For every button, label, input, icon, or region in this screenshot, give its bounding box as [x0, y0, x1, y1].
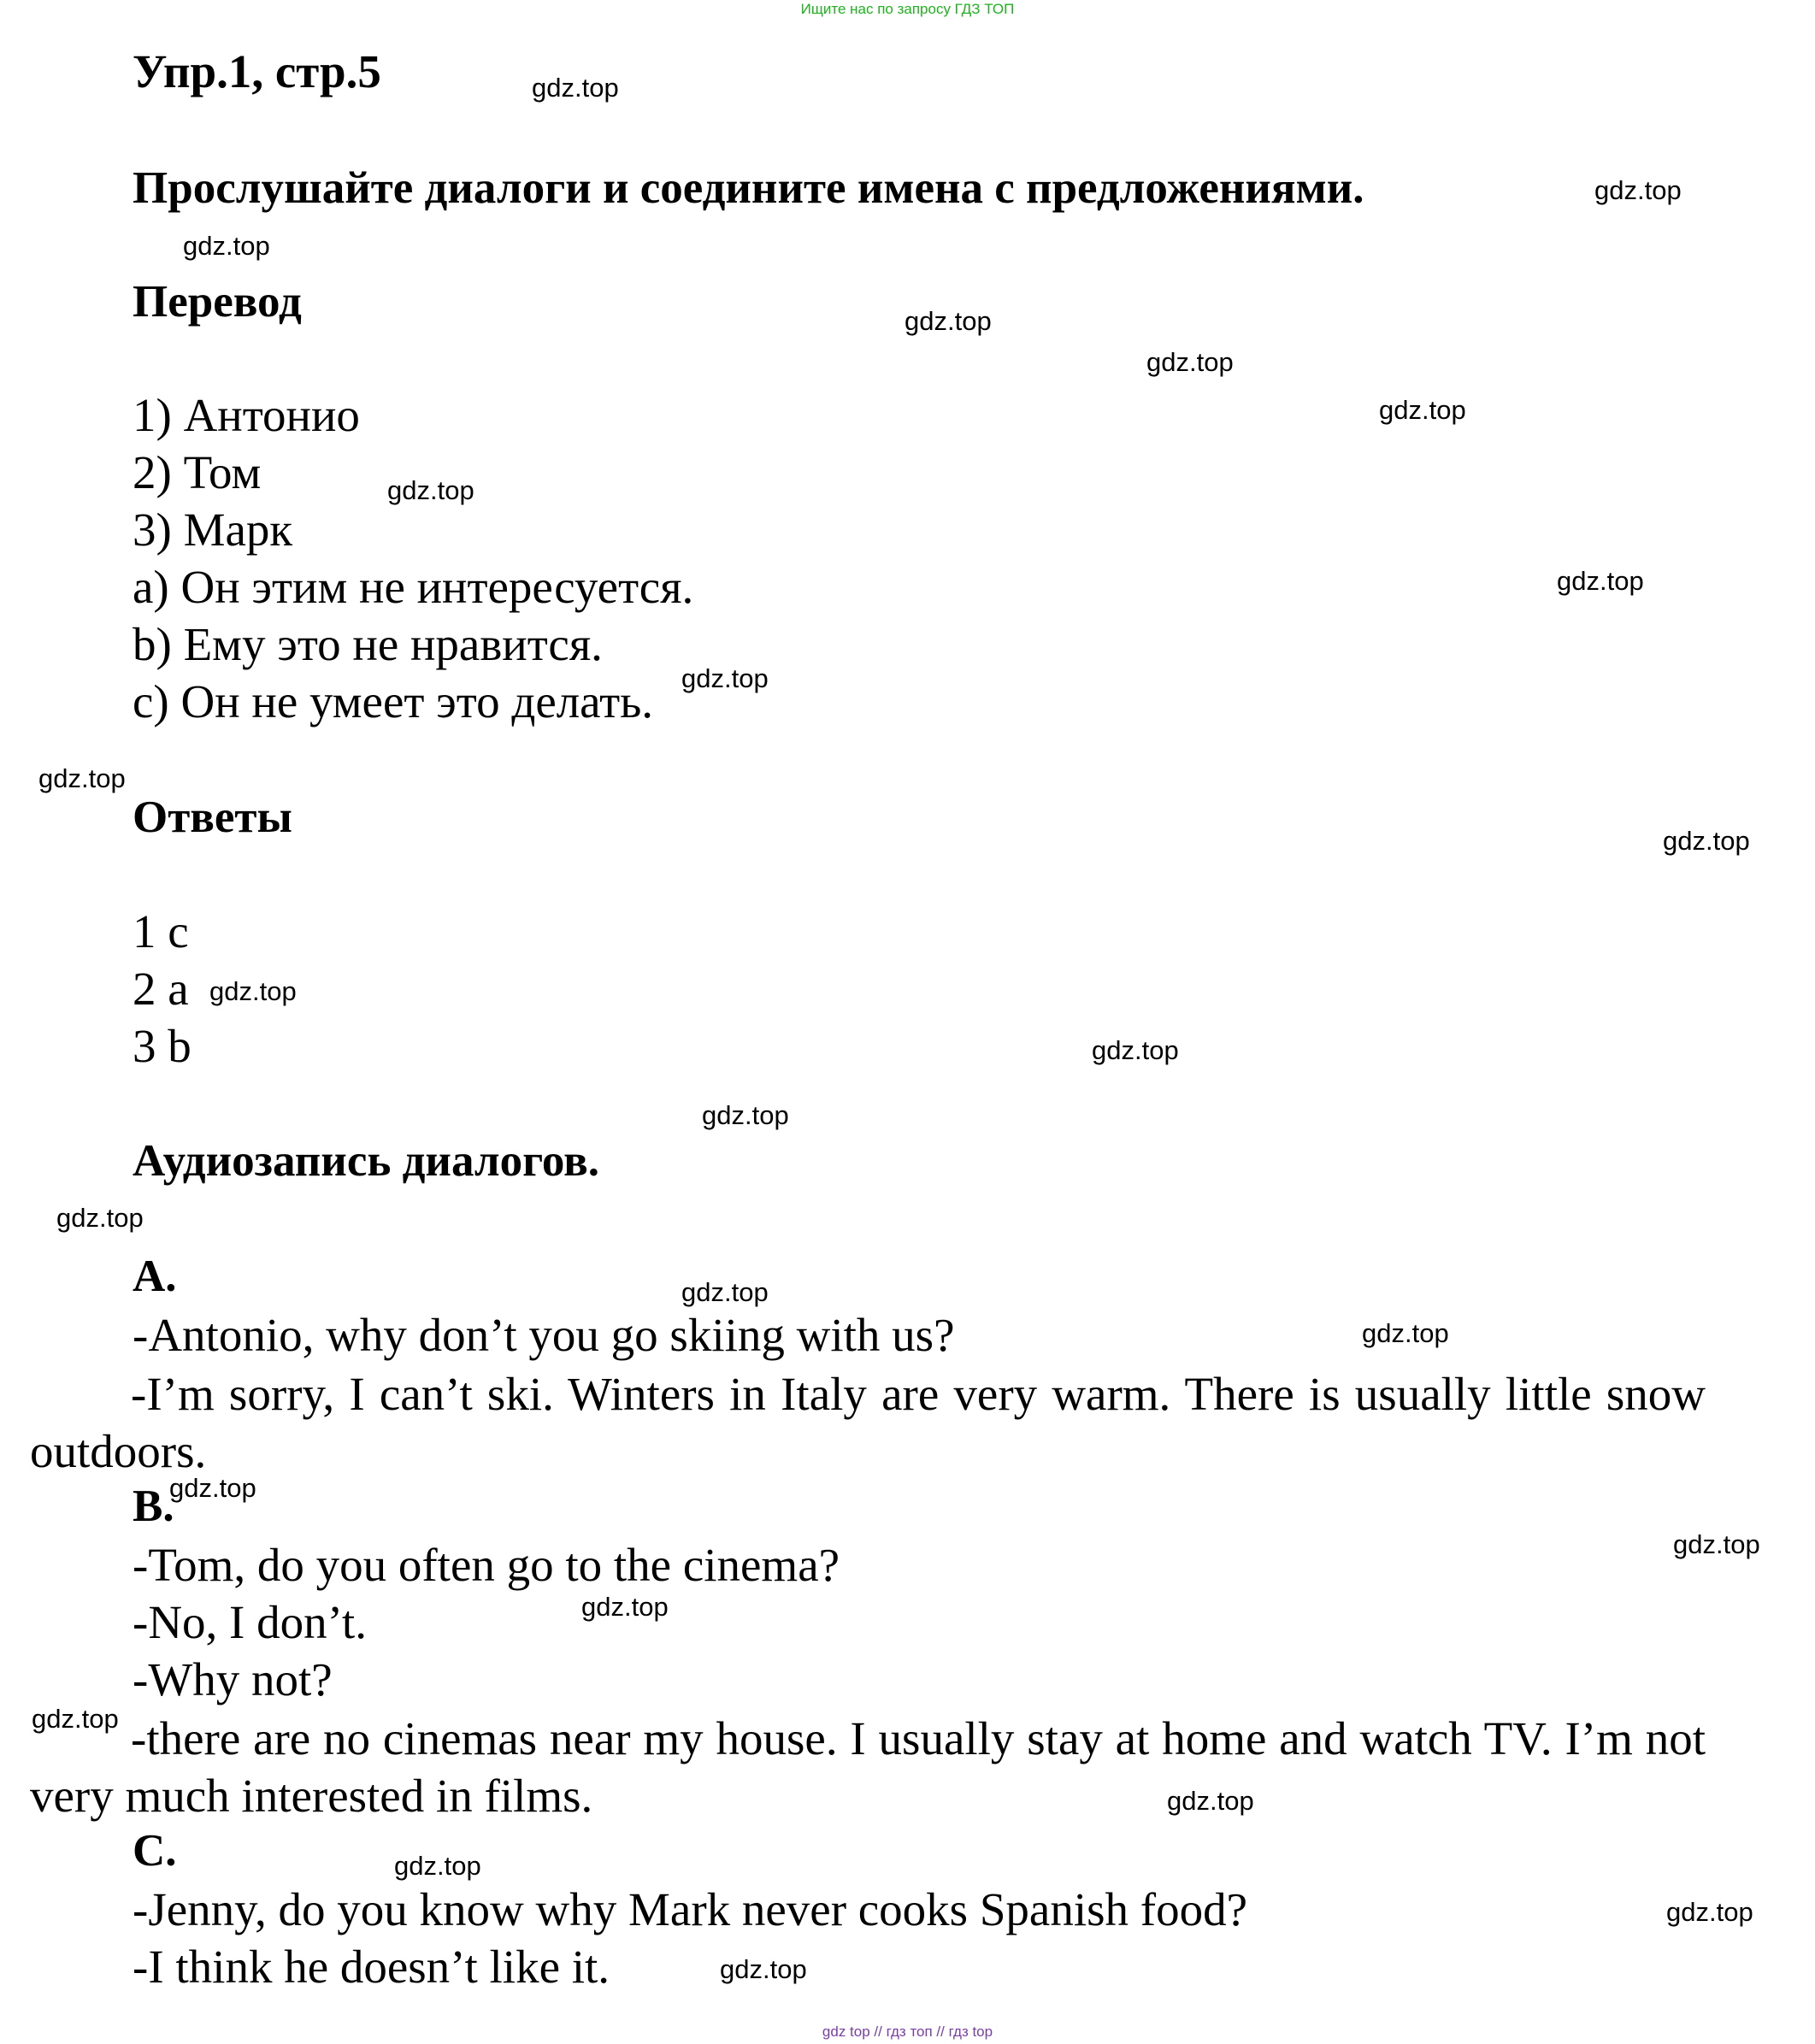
watermark: gdz.top [169, 1473, 256, 1503]
watermark: gdz.top [1379, 395, 1466, 425]
translation-item: b) Ему это не нравится. [133, 618, 603, 670]
footer-note: gdz top // гдз топ // гдз top [822, 2023, 993, 2040]
watermark: gdz.top [1557, 566, 1644, 596]
watermark: gdz.top [183, 231, 270, 261]
answers-heading: Ответы [133, 792, 292, 842]
watermark: gdz.top [32, 1704, 119, 1734]
watermark: gdz.top [1663, 826, 1750, 856]
audio-heading: Аудиозапись диалогов. [133, 1136, 599, 1186]
watermark: gdz.top [1594, 175, 1682, 205]
watermark: gdz.top [720, 1954, 807, 1984]
dialog-a-line: -I’m sorry, I can’t ski. Winters in Italy are very warm. There is usually little snow outdoors. [30, 1368, 1706, 1477]
watermark: gdz.top [681, 1277, 769, 1307]
instruction-text: Прослушайте диалоги и соедините имена с предложениями. [133, 163, 1364, 213]
watermark: gdz.top [681, 663, 769, 693]
translation-item: 3) Марк [133, 504, 293, 556]
dialog-b-line: -Why not? [133, 1653, 333, 1705]
watermark: gdz.top [1673, 1529, 1760, 1559]
watermark: gdz.top [1092, 1035, 1179, 1065]
watermark: gdz.top [1146, 347, 1234, 377]
watermark: gdz.top [905, 306, 992, 336]
watermark: gdz.top [532, 73, 619, 103]
dialog-a-line: -Antonio, why don’t you go skiing with us? [133, 1309, 955, 1361]
dialog-a-label: A. [133, 1252, 177, 1301]
translation-heading: Перевод [133, 277, 302, 327]
translation-item: a) Он этим не интересуется. [133, 561, 694, 613]
answer-item: 3 b [133, 1020, 192, 1072]
answer-item: 2 a [133, 963, 189, 1015]
dialog-c-line: -Jenny, do you know why Mark never cooks Spanish food? [133, 1883, 1247, 1935]
search-hint: Ищите нас по запросу ГДЗ ТОП [800, 1, 1015, 17]
watermark: gdz.top [1362, 1318, 1449, 1348]
translation-item: 2) Том [133, 446, 262, 498]
dialog-b-line: -Tom, do you often go to the cinema? [133, 1539, 840, 1591]
watermark: gdz.top [38, 763, 126, 793]
watermark: gdz.top [702, 1100, 789, 1130]
watermark: gdz.top [209, 976, 297, 1006]
dialog-b-line: -there are no cinemas near my house. I usually stay at home and watch TV. I’m not very much interested in films. [30, 1712, 1706, 1822]
watermark: gdz.top [1167, 1786, 1254, 1816]
translation-item: c) Он не умеет это делать. [133, 675, 654, 727]
translation-item: 1) Антонио [133, 389, 360, 441]
watermark: gdz.top [56, 1203, 144, 1233]
dialog-b-label: B. [133, 1481, 174, 1531]
answer-item: 1 c [133, 905, 189, 957]
dialog-b-line: -No, I don’t. [133, 1596, 367, 1648]
page-title: Упр.1, стр.5 [133, 45, 381, 97]
dialog-c-line: -I think he doesn’t like it. [133, 1941, 610, 1993]
dialog-c-label: C. [133, 1826, 177, 1876]
watermark: gdz.top [1666, 1897, 1753, 1927]
watermark: gdz.top [581, 1592, 669, 1622]
watermark: gdz.top [387, 475, 474, 505]
watermark: gdz.top [394, 1851, 481, 1881]
